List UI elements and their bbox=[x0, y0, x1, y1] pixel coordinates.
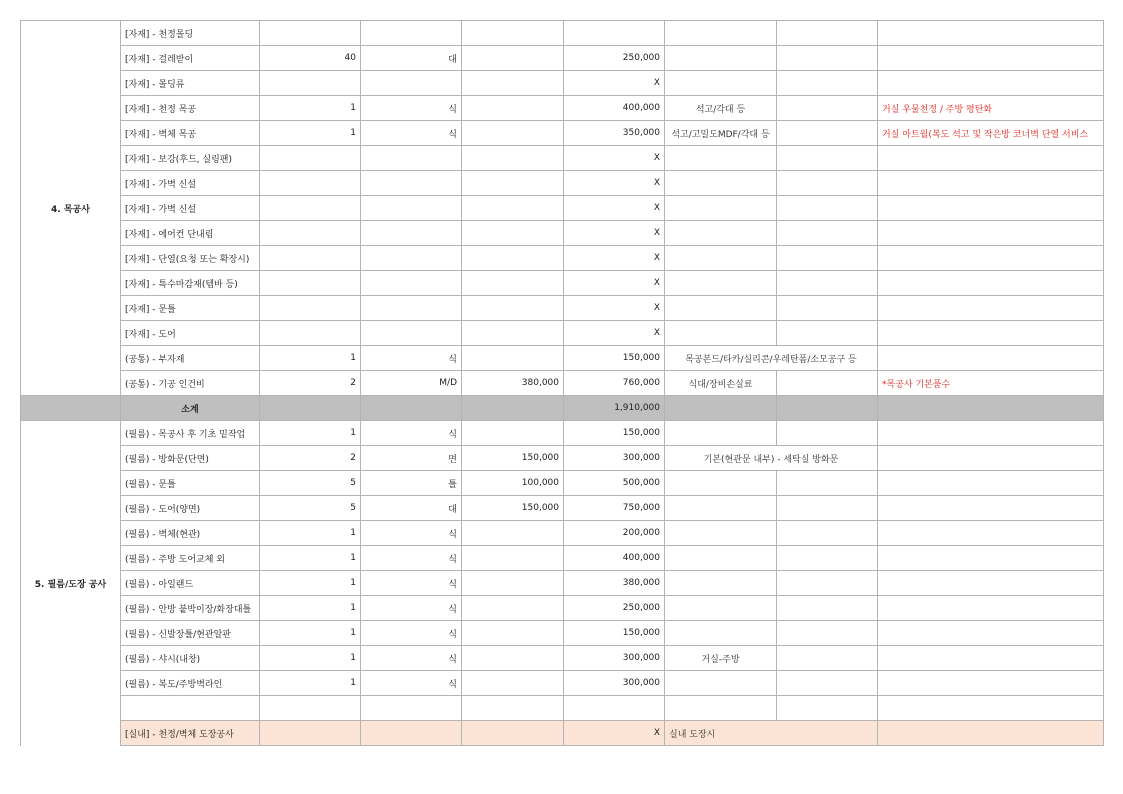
amount-cell[interactable]: 200,000 bbox=[564, 521, 665, 546]
price-cell[interactable] bbox=[462, 696, 564, 721]
subtotal-blank[interactable] bbox=[462, 396, 564, 421]
qty-cell[interactable]: 1 bbox=[260, 621, 361, 646]
qty-cell[interactable] bbox=[260, 171, 361, 196]
spec-cell[interactable] bbox=[665, 696, 777, 721]
price-cell[interactable]: 380,000 bbox=[462, 371, 564, 396]
note-cell[interactable] bbox=[878, 696, 1104, 721]
qty-cell[interactable] bbox=[260, 71, 361, 96]
spec-cell[interactable]: 실내 도장시 bbox=[665, 721, 878, 746]
table-row bbox=[21, 346, 1104, 371]
table-row bbox=[21, 421, 1104, 446]
price-cell[interactable] bbox=[462, 246, 564, 271]
table-row bbox=[21, 146, 1104, 171]
spec-cell[interactable] bbox=[665, 471, 777, 496]
unit-cell[interactable]: 식 bbox=[361, 621, 462, 646]
unit-cell[interactable] bbox=[361, 271, 462, 296]
price-cell[interactable] bbox=[462, 221, 564, 246]
qty-cell[interactable] bbox=[260, 321, 361, 346]
price-cell[interactable] bbox=[462, 646, 564, 671]
amount-cell[interactable] bbox=[564, 21, 665, 46]
amount-cell[interactable]: 300,000 bbox=[564, 671, 665, 696]
amount-cell[interactable]: 500,000 bbox=[564, 471, 665, 496]
note-cell[interactable] bbox=[878, 296, 1104, 321]
qty-cell[interactable]: 1 bbox=[260, 121, 361, 146]
price-cell[interactable] bbox=[462, 171, 564, 196]
subtotal-amount[interactable]: 1,910,000 bbox=[564, 396, 665, 421]
qty-cell[interactable]: 2 bbox=[260, 446, 361, 471]
note-cell[interactable] bbox=[878, 21, 1104, 46]
spec-cell[interactable] bbox=[665, 571, 777, 596]
item-cell[interactable]: (필름) - 도어(양면) bbox=[121, 496, 260, 521]
item-cell[interactable]: (필름) - 주방 도어교체 외 bbox=[121, 546, 260, 571]
subtotal-blank[interactable] bbox=[260, 396, 361, 421]
blank-cell[interactable] bbox=[777, 171, 878, 196]
unit-cell[interactable]: 대 bbox=[361, 46, 462, 71]
item-cell[interactable]: [자재] - 걸레받이 bbox=[121, 46, 260, 71]
amount-cell[interactable]: 750,000 bbox=[564, 496, 665, 521]
qty-cell[interactable]: 5 bbox=[260, 496, 361, 521]
item-cell[interactable]: (공통) - 기공 인건비 bbox=[121, 371, 260, 396]
spec-cell[interactable] bbox=[665, 171, 777, 196]
blank-cell[interactable] bbox=[777, 696, 878, 721]
spec-cell[interactable] bbox=[665, 71, 777, 96]
qty-cell[interactable]: 1 bbox=[260, 646, 361, 671]
unit-cell[interactable]: 면 bbox=[361, 446, 462, 471]
table-row bbox=[21, 96, 1104, 121]
table-row bbox=[21, 546, 1104, 571]
spec-cell[interactable] bbox=[665, 596, 777, 621]
qty-cell[interactable]: 1 bbox=[260, 596, 361, 621]
qty-cell[interactable]: 1 bbox=[260, 96, 361, 121]
item-cell[interactable]: (필름) - 목공사 후 기초 밑작업 bbox=[121, 421, 260, 446]
amount-cell[interactable]: X bbox=[564, 171, 665, 196]
spec-cell[interactable]: 식대/장비손실료 bbox=[665, 371, 777, 396]
note-cell[interactable]: *목공사 기본품수 bbox=[878, 371, 1104, 396]
price-cell[interactable] bbox=[462, 146, 564, 171]
item-cell[interactable]: [자재] - 천정 목공 bbox=[121, 96, 260, 121]
table-row bbox=[21, 671, 1104, 696]
amount-cell[interactable]: X bbox=[564, 321, 665, 346]
note-cell[interactable] bbox=[878, 671, 1104, 696]
blank-cell[interactable] bbox=[777, 621, 878, 646]
price-cell[interactable] bbox=[462, 271, 564, 296]
subtotal-blank[interactable] bbox=[878, 396, 1104, 421]
unit-cell[interactable] bbox=[361, 171, 462, 196]
unit-cell[interactable]: M/D bbox=[361, 371, 462, 396]
spec-cell[interactable]: 거실-주방 bbox=[665, 646, 777, 671]
spec-cell[interactable] bbox=[665, 46, 777, 71]
table-row bbox=[21, 646, 1104, 671]
note-cell[interactable] bbox=[878, 71, 1104, 96]
amount-cell[interactable]: X bbox=[564, 221, 665, 246]
price-cell[interactable] bbox=[462, 296, 564, 321]
table-row bbox=[21, 71, 1104, 96]
unit-cell[interactable] bbox=[361, 721, 462, 746]
item-cell[interactable]: (공통) - 부자재 bbox=[121, 346, 260, 371]
blank-cell[interactable] bbox=[777, 646, 878, 671]
blank-cell[interactable] bbox=[777, 146, 878, 171]
amount-cell[interactable]: X bbox=[564, 296, 665, 321]
table-row bbox=[21, 296, 1104, 321]
note-cell[interactable] bbox=[878, 471, 1104, 496]
table-row bbox=[21, 621, 1104, 646]
spec-cell[interactable] bbox=[665, 546, 777, 571]
table-row bbox=[21, 46, 1104, 71]
unit-cell[interactable] bbox=[361, 21, 462, 46]
amount-cell[interactable]: 760,000 bbox=[564, 371, 665, 396]
price-cell[interactable] bbox=[462, 546, 564, 571]
note-cell[interactable]: 거실 우물천정 / 주방 평탄화 bbox=[878, 96, 1104, 121]
item-cell[interactable]: [실내] - 천정/벽체 도장공사 bbox=[121, 721, 260, 746]
price-cell[interactable] bbox=[462, 721, 564, 746]
blank-cell[interactable] bbox=[777, 121, 878, 146]
spec-cell[interactable] bbox=[665, 221, 777, 246]
price-cell[interactable]: 150,000 bbox=[462, 496, 564, 521]
note-cell[interactable] bbox=[878, 246, 1104, 271]
item-cell[interactable]: [자재] - 가벽 신설 bbox=[121, 171, 260, 196]
note-cell[interactable] bbox=[878, 46, 1104, 71]
item-cell[interactable]: (필름) - 아일랜드 bbox=[121, 571, 260, 596]
item-cell[interactable]: [자재] - 단열(요청 또는 확장시) bbox=[121, 246, 260, 271]
amount-cell[interactable]: 300,000 bbox=[564, 446, 665, 471]
unit-cell[interactable]: 대 bbox=[361, 496, 462, 521]
spec-cell[interactable] bbox=[665, 296, 777, 321]
note-cell[interactable] bbox=[878, 646, 1104, 671]
amount-cell[interactable]: 300,000 bbox=[564, 646, 665, 671]
note-cell[interactable]: 거실 아트월(복도 석고 및 작은방 코너벽 단열 서비스 bbox=[878, 121, 1104, 146]
qty-cell[interactable]: 1 bbox=[260, 571, 361, 596]
item-cell[interactable]: [자재] - 도어 bbox=[121, 321, 260, 346]
unit-cell[interactable]: 식 bbox=[361, 121, 462, 146]
unit-cell[interactable]: 식 bbox=[361, 521, 462, 546]
section-title-carpentry: 4. 목공사 bbox=[21, 21, 121, 396]
item-cell[interactable]: [자재] - 에어컨 단내림 bbox=[121, 221, 260, 246]
interior-paint-row bbox=[21, 721, 1104, 746]
note-cell[interactable] bbox=[878, 171, 1104, 196]
spec-cell[interactable] bbox=[665, 196, 777, 221]
unit-cell[interactable] bbox=[361, 71, 462, 96]
note-cell[interactable] bbox=[878, 521, 1104, 546]
table-row bbox=[21, 321, 1104, 346]
table-row bbox=[21, 446, 1104, 471]
note-cell[interactable] bbox=[878, 146, 1104, 171]
unit-cell[interactable]: 식 bbox=[361, 346, 462, 371]
item-cell[interactable]: [자재] - 천정몰딩 bbox=[121, 21, 260, 46]
item-cell[interactable]: (필름) - 신발장틀/현관알판 bbox=[121, 621, 260, 646]
blank-cell[interactable] bbox=[777, 371, 878, 396]
item-cell[interactable]: (필름) - 문틀 bbox=[121, 471, 260, 496]
qty-cell[interactable]: 1 bbox=[260, 671, 361, 696]
amount-cell[interactable]: 380,000 bbox=[564, 571, 665, 596]
note-cell[interactable] bbox=[878, 721, 1104, 746]
amount-cell[interactable]: 400,000 bbox=[564, 96, 665, 121]
price-cell[interactable] bbox=[462, 321, 564, 346]
unit-cell[interactable]: 식 bbox=[361, 596, 462, 621]
blank-cell[interactable] bbox=[777, 321, 878, 346]
qty-cell[interactable] bbox=[260, 21, 361, 46]
table-row bbox=[21, 171, 1104, 196]
spec-cell[interactable]: 목공본드/타카/실리콘/우레탄폼/소모공구 등 bbox=[665, 346, 878, 371]
spec-cell[interactable] bbox=[665, 21, 777, 46]
note-cell[interactable] bbox=[878, 271, 1104, 296]
spec-cell[interactable] bbox=[665, 421, 777, 446]
amount-cell[interactable]: X bbox=[564, 146, 665, 171]
note-cell[interactable] bbox=[878, 596, 1104, 621]
table-row bbox=[21, 371, 1104, 396]
unit-cell[interactable] bbox=[361, 246, 462, 271]
blank-cell[interactable] bbox=[777, 546, 878, 571]
blank-cell[interactable] bbox=[777, 671, 878, 696]
table-row bbox=[21, 221, 1104, 246]
qty-cell[interactable]: 1 bbox=[260, 421, 361, 446]
item-cell[interactable]: [자재] - 보강(후드, 실링팬) bbox=[121, 146, 260, 171]
spec-cell[interactable] bbox=[665, 146, 777, 171]
note-cell[interactable] bbox=[878, 446, 1104, 471]
amount-cell[interactable]: X bbox=[564, 271, 665, 296]
unit-cell[interactable]: 식 bbox=[361, 546, 462, 571]
note-cell[interactable] bbox=[878, 421, 1104, 446]
table-row bbox=[21, 21, 1104, 46]
table-row bbox=[21, 271, 1104, 296]
item-cell[interactable]: (필름) - 방화문(단면) bbox=[121, 446, 260, 471]
spec-cell[interactable] bbox=[665, 321, 777, 346]
note-cell[interactable] bbox=[878, 496, 1104, 521]
amount-cell[interactable]: X bbox=[564, 196, 665, 221]
amount-cell[interactable]: 400,000 bbox=[564, 546, 665, 571]
unit-cell[interactable]: 식 bbox=[361, 571, 462, 596]
unit-cell[interactable] bbox=[361, 196, 462, 221]
unit-cell[interactable]: 식 bbox=[361, 646, 462, 671]
amount-cell[interactable]: 250,000 bbox=[564, 46, 665, 71]
spec-cell[interactable] bbox=[665, 246, 777, 271]
note-cell[interactable] bbox=[878, 221, 1104, 246]
item-cell[interactable]: [자재] - 문틀 bbox=[121, 296, 260, 321]
blank-cell[interactable] bbox=[777, 46, 878, 71]
blank-cell[interactable] bbox=[777, 246, 878, 271]
spec-cell[interactable] bbox=[665, 521, 777, 546]
price-cell[interactable]: 150,000 bbox=[462, 446, 564, 471]
spec-cell[interactable] bbox=[665, 671, 777, 696]
blank-cell[interactable] bbox=[777, 71, 878, 96]
unit-cell[interactable]: 틀 bbox=[361, 471, 462, 496]
qty-cell[interactable]: 1 bbox=[260, 346, 361, 371]
note-cell[interactable] bbox=[878, 321, 1104, 346]
qty-cell[interactable]: 2 bbox=[260, 371, 361, 396]
table-row bbox=[21, 121, 1104, 146]
note-cell[interactable] bbox=[878, 196, 1104, 221]
blank-cell[interactable] bbox=[777, 221, 878, 246]
item-cell[interactable]: [자재] - 가벽 신설 bbox=[121, 196, 260, 221]
price-cell[interactable] bbox=[462, 521, 564, 546]
blank-cell[interactable] bbox=[777, 96, 878, 121]
blank-cell[interactable] bbox=[777, 471, 878, 496]
amount-cell[interactable]: X bbox=[564, 246, 665, 271]
blank-cell[interactable] bbox=[777, 296, 878, 321]
table-row bbox=[21, 496, 1104, 521]
amount-cell[interactable] bbox=[564, 696, 665, 721]
subtotal-label[interactable]: 소계 bbox=[121, 396, 260, 421]
qty-cell[interactable] bbox=[260, 196, 361, 221]
note-cell[interactable] bbox=[878, 546, 1104, 571]
note-cell[interactable] bbox=[878, 346, 1104, 371]
table-row bbox=[21, 571, 1104, 596]
price-cell[interactable] bbox=[462, 571, 564, 596]
price-cell[interactable]: 100,000 bbox=[462, 471, 564, 496]
price-cell[interactable] bbox=[462, 596, 564, 621]
amount-cell[interactable]: 350,000 bbox=[564, 121, 665, 146]
qty-cell[interactable]: 5 bbox=[260, 471, 361, 496]
spec-cell[interactable]: 기본(현관문 내부) - 세탁실 방화문 bbox=[665, 446, 878, 471]
note-cell[interactable] bbox=[878, 621, 1104, 646]
subtotal-blank[interactable] bbox=[665, 396, 777, 421]
amount-cell[interactable]: 250,000 bbox=[564, 596, 665, 621]
item-cell[interactable]: (필름) - 벽체(현관) bbox=[121, 521, 260, 546]
qty-cell[interactable] bbox=[260, 246, 361, 271]
price-cell[interactable] bbox=[462, 121, 564, 146]
spec-cell[interactable] bbox=[665, 496, 777, 521]
unit-cell[interactable]: 식 bbox=[361, 96, 462, 121]
spreadsheet bbox=[20, 20, 1104, 746]
qty-cell[interactable]: 40 bbox=[260, 46, 361, 71]
blank-cell[interactable] bbox=[777, 571, 878, 596]
item-cell[interactable]: [자재] - 벽체 목공 bbox=[121, 121, 260, 146]
price-cell[interactable] bbox=[462, 346, 564, 371]
unit-cell[interactable] bbox=[361, 321, 462, 346]
qty-cell[interactable] bbox=[260, 271, 361, 296]
table-row bbox=[21, 696, 1104, 721]
note-cell[interactable] bbox=[878, 571, 1104, 596]
estimate-table bbox=[20, 20, 1104, 746]
qty-cell[interactable] bbox=[260, 721, 361, 746]
section-title-film-paint: 5. 필름/도장 공사 bbox=[21, 421, 121, 746]
unit-cell[interactable] bbox=[361, 296, 462, 321]
table-row bbox=[21, 471, 1104, 496]
item-cell[interactable]: [자재] - 몰딩류 bbox=[121, 71, 260, 96]
qty-cell[interactable] bbox=[260, 696, 361, 721]
table-row bbox=[21, 521, 1104, 546]
item-cell[interactable]: (필름) - 복도/주방벽라인 bbox=[121, 671, 260, 696]
table-body bbox=[21, 21, 1104, 746]
item-cell[interactable]: (필름) - 샤시(내창) bbox=[121, 646, 260, 671]
blank-cell[interactable] bbox=[777, 521, 878, 546]
amount-cell[interactable]: 150,000 bbox=[564, 346, 665, 371]
subtotal-blank[interactable] bbox=[361, 396, 462, 421]
unit-cell[interactable] bbox=[361, 696, 462, 721]
price-cell[interactable] bbox=[462, 71, 564, 96]
amount-cell[interactable]: X bbox=[564, 721, 665, 746]
qty-cell[interactable]: 1 bbox=[260, 546, 361, 571]
price-cell[interactable] bbox=[462, 196, 564, 221]
amount-cell[interactable]: 150,000 bbox=[564, 621, 665, 646]
unit-cell[interactable] bbox=[361, 221, 462, 246]
item-cell[interactable] bbox=[121, 696, 260, 721]
amount-cell[interactable]: 150,000 bbox=[564, 421, 665, 446]
spec-cell[interactable] bbox=[665, 621, 777, 646]
price-cell[interactable] bbox=[462, 21, 564, 46]
unit-cell[interactable]: 식 bbox=[361, 421, 462, 446]
price-cell[interactable] bbox=[462, 46, 564, 71]
spec-cell[interactable]: 석고/고밀도MDF/각대 등 bbox=[665, 121, 777, 146]
blank-cell[interactable] bbox=[777, 596, 878, 621]
blank-cell[interactable] bbox=[777, 21, 878, 46]
blank-cell[interactable] bbox=[777, 196, 878, 221]
amount-cell[interactable]: X bbox=[564, 71, 665, 96]
price-cell[interactable] bbox=[462, 96, 564, 121]
qty-cell[interactable] bbox=[260, 296, 361, 321]
blank-cell[interactable] bbox=[777, 421, 878, 446]
unit-cell[interactable]: 식 bbox=[361, 671, 462, 696]
subtotal-blank[interactable] bbox=[21, 396, 121, 421]
item-cell[interactable]: (필름) - 안방 붙박이장/화장대틀 bbox=[121, 596, 260, 621]
price-cell[interactable] bbox=[462, 621, 564, 646]
spec-cell[interactable] bbox=[665, 271, 777, 296]
qty-cell[interactable]: 1 bbox=[260, 521, 361, 546]
table-row bbox=[21, 196, 1104, 221]
blank-cell[interactable] bbox=[777, 496, 878, 521]
table-row bbox=[21, 596, 1104, 621]
unit-cell[interactable] bbox=[361, 146, 462, 171]
blank-cell[interactable] bbox=[777, 271, 878, 296]
qty-cell[interactable] bbox=[260, 146, 361, 171]
subtotal-blank[interactable] bbox=[777, 396, 878, 421]
table-row bbox=[21, 246, 1104, 271]
price-cell[interactable] bbox=[462, 671, 564, 696]
qty-cell[interactable] bbox=[260, 221, 361, 246]
subtotal-row bbox=[21, 396, 1104, 421]
spec-cell[interactable]: 석고/각대 등 bbox=[665, 96, 777, 121]
price-cell[interactable] bbox=[462, 421, 564, 446]
item-cell[interactable]: [자재] - 특수마감재(템바 등) bbox=[121, 271, 260, 296]
